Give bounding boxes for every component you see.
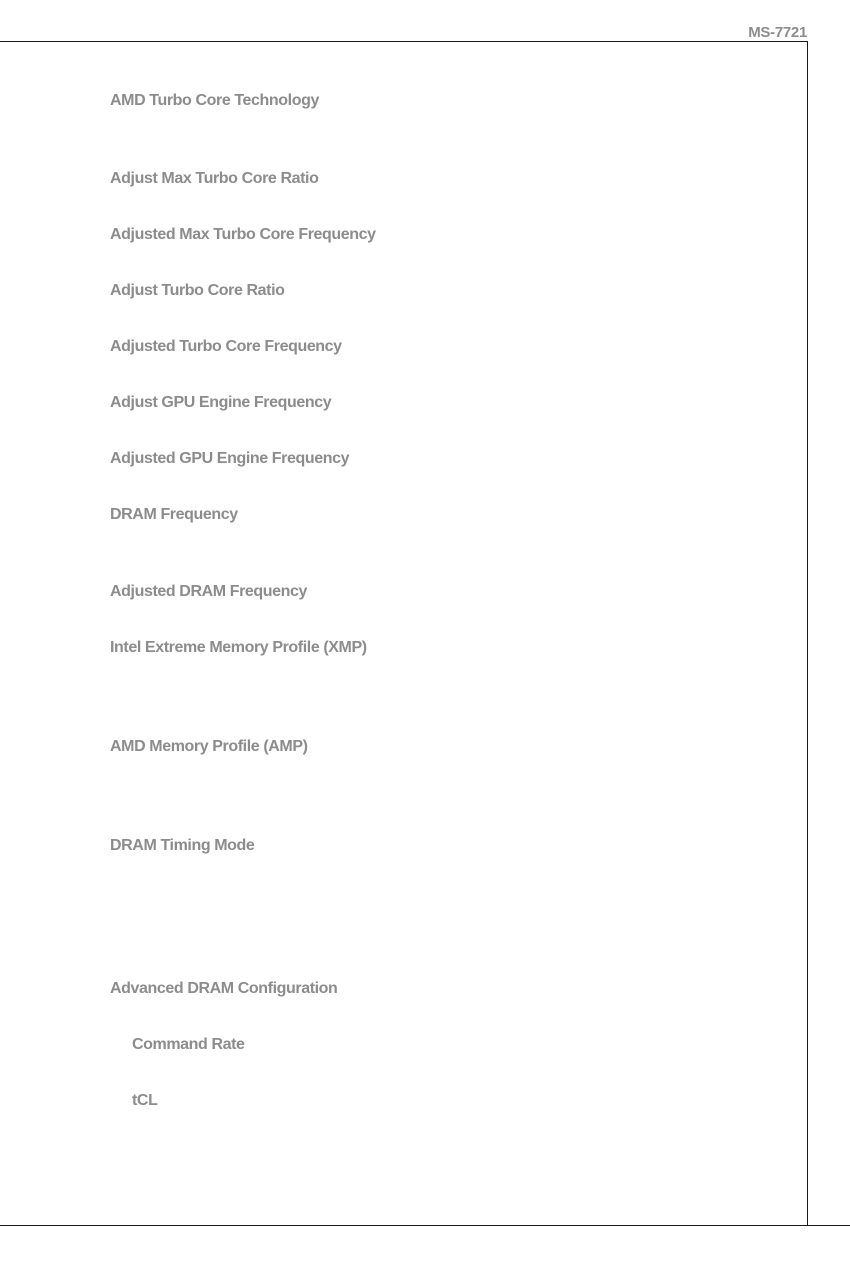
item-amd-memory-profile: AMD Memory Profile (AMP) [110,738,308,755]
item-amd-turbo-core-technology: AMD Turbo Core Technology [110,92,319,109]
item-adjust-turbo-core-ratio: Adjust Turbo Core Ratio [110,282,285,299]
item-adjusted-max-turbo-core-frequency: Adjusted Max Turbo Core Frequency [110,226,376,243]
page-model-label: MS-7721 [748,24,807,41]
item-dram-timing-mode: DRAM Timing Mode [110,837,255,854]
item-command-rate: Command Rate [132,1036,245,1053]
item-adjust-max-turbo-core-ratio: Adjust Max Turbo Core Ratio [110,170,319,187]
top-rule [0,41,808,42]
item-adjusted-gpu-engine-frequency: Adjusted GPU Engine Frequency [110,450,350,467]
item-dram-frequency: DRAM Frequency [110,506,238,523]
item-tcl: tCL [132,1092,158,1109]
item-advanced-dram-configuration: Advanced DRAM Configuration [110,980,338,997]
item-adjusted-turbo-core-frequency: Adjusted Turbo Core Frequency [110,338,342,355]
item-intel-extreme-memory-profile: Intel Extreme Memory Profile (XMP) [110,639,367,656]
item-adjust-gpu-engine-frequency: Adjust GPU Engine Frequency [110,394,332,411]
item-adjusted-dram-frequency: Adjusted DRAM Frequency [110,583,308,600]
right-rule [807,41,808,1226]
bottom-rule [0,1225,850,1226]
